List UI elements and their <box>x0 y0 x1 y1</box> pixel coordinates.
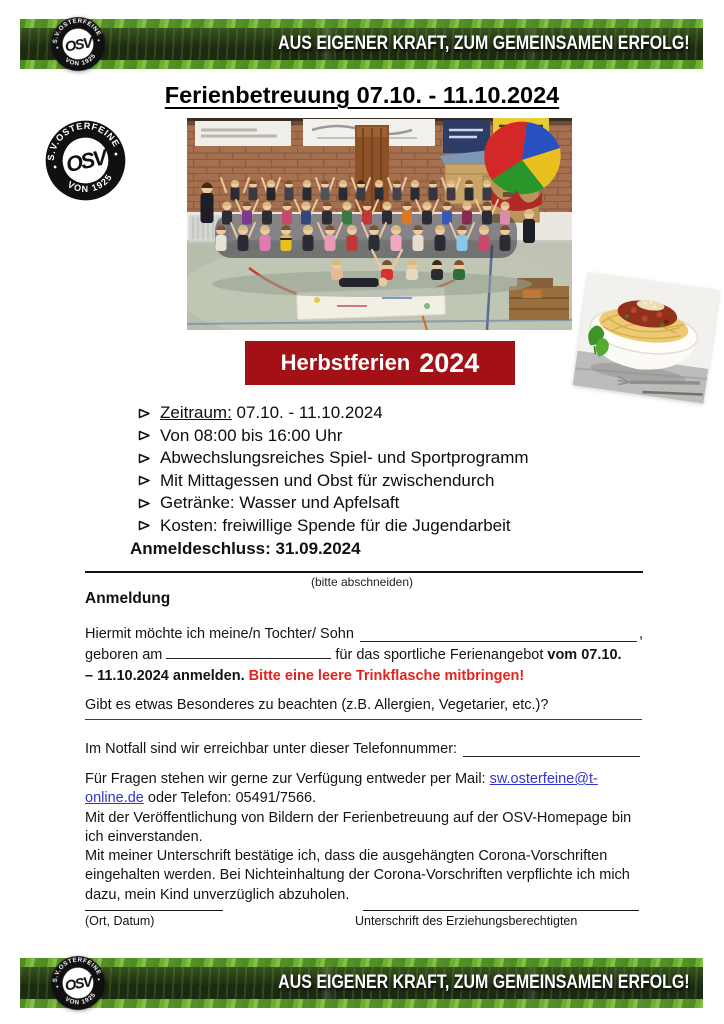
club-motto: AUS EIGENER KRAFT, ZUM GEMEINSAMEN ERFOLG! <box>278 972 690 993</box>
intro-line-1: Hiermit möchte ich meine/n Tochter/ Sohn , <box>85 626 643 642</box>
form-heading: Anmeldung <box>85 590 171 607</box>
list-item: Kosten: freiwillige Spende für die Jugendarbeit <box>138 515 529 538</box>
emergency-row: Im Notfall sind wir erreichbar unter dieser Telefonnummer: <box>85 739 642 760</box>
allergy-question: Gibt es etwas Besonderes zu beachten (z.B. Allergien, Vegetarier, etc.)? <box>85 697 549 713</box>
registration-deadline: Anmeldeschluss: 31.09.2024 <box>130 539 361 558</box>
group-photo <box>187 118 572 330</box>
top-grass-banner <box>20 19 703 69</box>
intro-line-3: – 11.10.2024 anmelden. Bitte eine leere Trinkflasche mitbringen! <box>85 668 525 684</box>
cut-note: (bitte abschneiden) <box>310 575 414 589</box>
list-item: Getränke: Wasser und Apfelsaft <box>138 492 529 515</box>
arrow-bullet-icon <box>138 497 151 510</box>
cut-separator-line <box>85 571 643 573</box>
osv-club-logo-icon <box>46 951 111 1016</box>
email-link[interactable]: online.de <box>85 790 144 807</box>
signature-left-label: (Ort, Datum) <box>85 914 155 928</box>
arrow-bullet-icon <box>138 429 151 442</box>
birthdate-blank <box>166 645 331 659</box>
event-banner <box>245 341 515 385</box>
list-item: Mit Mittagessen und Obst für zwischendurch <box>138 470 529 493</box>
page-title: Ferienbetreuung 07.10. - 11.10.2024 <box>164 82 560 108</box>
list-item: Von 08:00 bis 16:00 Uhr <box>138 425 529 448</box>
contact-paragraph: Für Fragen stehen wir gerne zur Verfügung entweder per Mail: sw.osterfeine@t- online.de oder Telefon: 05491/7566. <box>85 771 598 807</box>
arrow-bullet-icon <box>138 452 151 465</box>
osv-club-logo-icon <box>36 111 134 209</box>
meal-photo <box>573 272 720 403</box>
list-item: Abwechslungsreiches Spiel- und Sportprogramm <box>138 447 529 470</box>
arrow-bullet-icon <box>138 474 151 487</box>
club-motto: AUS EIGENER KRAFT, ZUM GEMEINSAMEN ERFOLG! <box>278 33 690 54</box>
photo-consent-text: Mit der Veröffentlichung von Bildern der Ferienbetreuung auf der OSV-Homepage bin ich einverstanden. <box>85 810 632 846</box>
allergy-answer-blank <box>85 719 642 720</box>
signature-line <box>363 896 639 911</box>
bottom-grass-banner <box>20 958 703 1008</box>
signature-line <box>85 896 223 911</box>
signature-left <box>85 896 235 928</box>
arrow-bullet-icon <box>138 407 151 420</box>
email-link[interactable]: sw.osterfeine@t- <box>489 771 598 787</box>
parachute <box>484 122 560 195</box>
osv-club-logo-icon <box>46 12 111 77</box>
phone-number-blank <box>463 755 640 757</box>
signature-right <box>355 896 639 928</box>
warning-text: Bitte eine leere Trinkflasche mitbringen! <box>248 668 525 684</box>
intro-paragraph <box>85 624 643 687</box>
signature-right-label: Unterschrift des Erziehungsberechtigten <box>355 914 578 928</box>
arrow-bullet-icon <box>138 519 151 532</box>
event-banner-year: 2024 <box>419 347 480 378</box>
event-banner-label: Herbstferien <box>280 350 411 375</box>
intro-line-2: geboren am für das sportliche Ferienangebot vom 07.10. <box>85 647 622 663</box>
child-name-blank <box>360 640 637 642</box>
details-list <box>138 402 529 537</box>
list-item: Zeitraum: 07.10. - 11.10.2024 <box>138 402 529 425</box>
corona-consent-text: Mit meiner Unterschrift bestätige ich, dass die ausgehängten Corona-Vorschriften eingehalten werden. Bei Nichteinhaltung der Corona-Vorschriften verpflichte ich mich dazu, mein Kind unverzüglich abzuholen. <box>85 848 630 903</box>
